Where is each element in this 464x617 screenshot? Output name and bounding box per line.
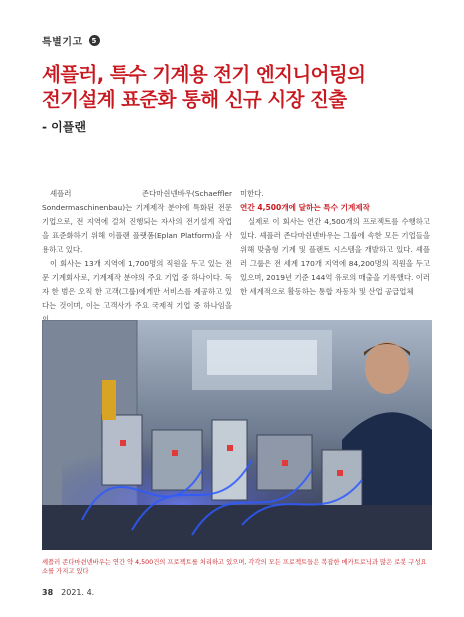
- page-number: 38: [42, 588, 54, 597]
- section-subheading: 연간 4,500개에 달하는 특수 기계제작: [240, 203, 370, 212]
- headline-line-2: 전기설계 표준화 통해 신규 시장 진출: [42, 88, 347, 111]
- left-paragraph-2: 이 회사는 13개 지역에 1,700명의 직원을 두고 있는 전문 기계회사로, 기계제작 분야의 주요 기업 중 하나이다. 독자 한 범은 오직 한 고객(그룹)에게만 서비스를 제공하고 있다는 것이며, 이는 고객사가 주요 국제적 기업 중 하나임을: [42, 259, 232, 310]
- factory-machine-photo: [42, 320, 432, 550]
- article-headline: [42, 62, 432, 112]
- left-text-column: [42, 187, 232, 327]
- headline-line-1: 셰플러, 특수 기계용 전기 엔지니어링의: [42, 63, 366, 86]
- left-paragraph-1: 셰플러 존다마쉰넨바우(Schaeffler Sondermaschinenbau)는 기계제작 분야에 특화된 전문기업으로, 전 지역에 걸쳐 진행되는 자사의 전기설계 작업을 표준화하기 위해 이플랜 플랫폼(Eplan Platform)을 사용하고 있다.: [42, 189, 232, 254]
- section-title: 특별기고: [42, 37, 83, 48]
- section-number-badge: 5: [89, 35, 100, 46]
- right-paragraph-2: 실제로 이 회사는 연간 4,500개의 프로젝트를 수행하고 있다. 셰플러 존다마쉰넨바우는 그룹에 속한 모든 기업들을 위해 맞춤형 기계 및 플랜트 시스템을 개발하고 있다. 셰플러 그룹은 전 세계 170개 지역에 84,200명의 직원을 두고 있으며, 2019년 기준 144억 유로의 매출을 기록했다. 이러한 세계적으로 활동하는 통합 자동차 및 산업 공급업체: [240, 217, 430, 296]
- right-text-column: [240, 187, 430, 299]
- page-footer: [42, 588, 94, 597]
- photo-caption: 셰플러 존다마쉰넨바우는 연간 약 4,500건의 프로젝트를 처리하고 있으며, 각각의 모든 프로젝트들은 복잡한 메카트로닉과 많은 로봇 구성요소를 가지고 있다: [42, 559, 427, 575]
- article-byline: - 이플랜: [42, 120, 86, 134]
- section-label: [42, 33, 100, 48]
- issue-date: 2021. 4.: [61, 588, 95, 597]
- right-paragraph-1: 미한다.: [240, 189, 264, 198]
- article-photo: [42, 320, 432, 550]
